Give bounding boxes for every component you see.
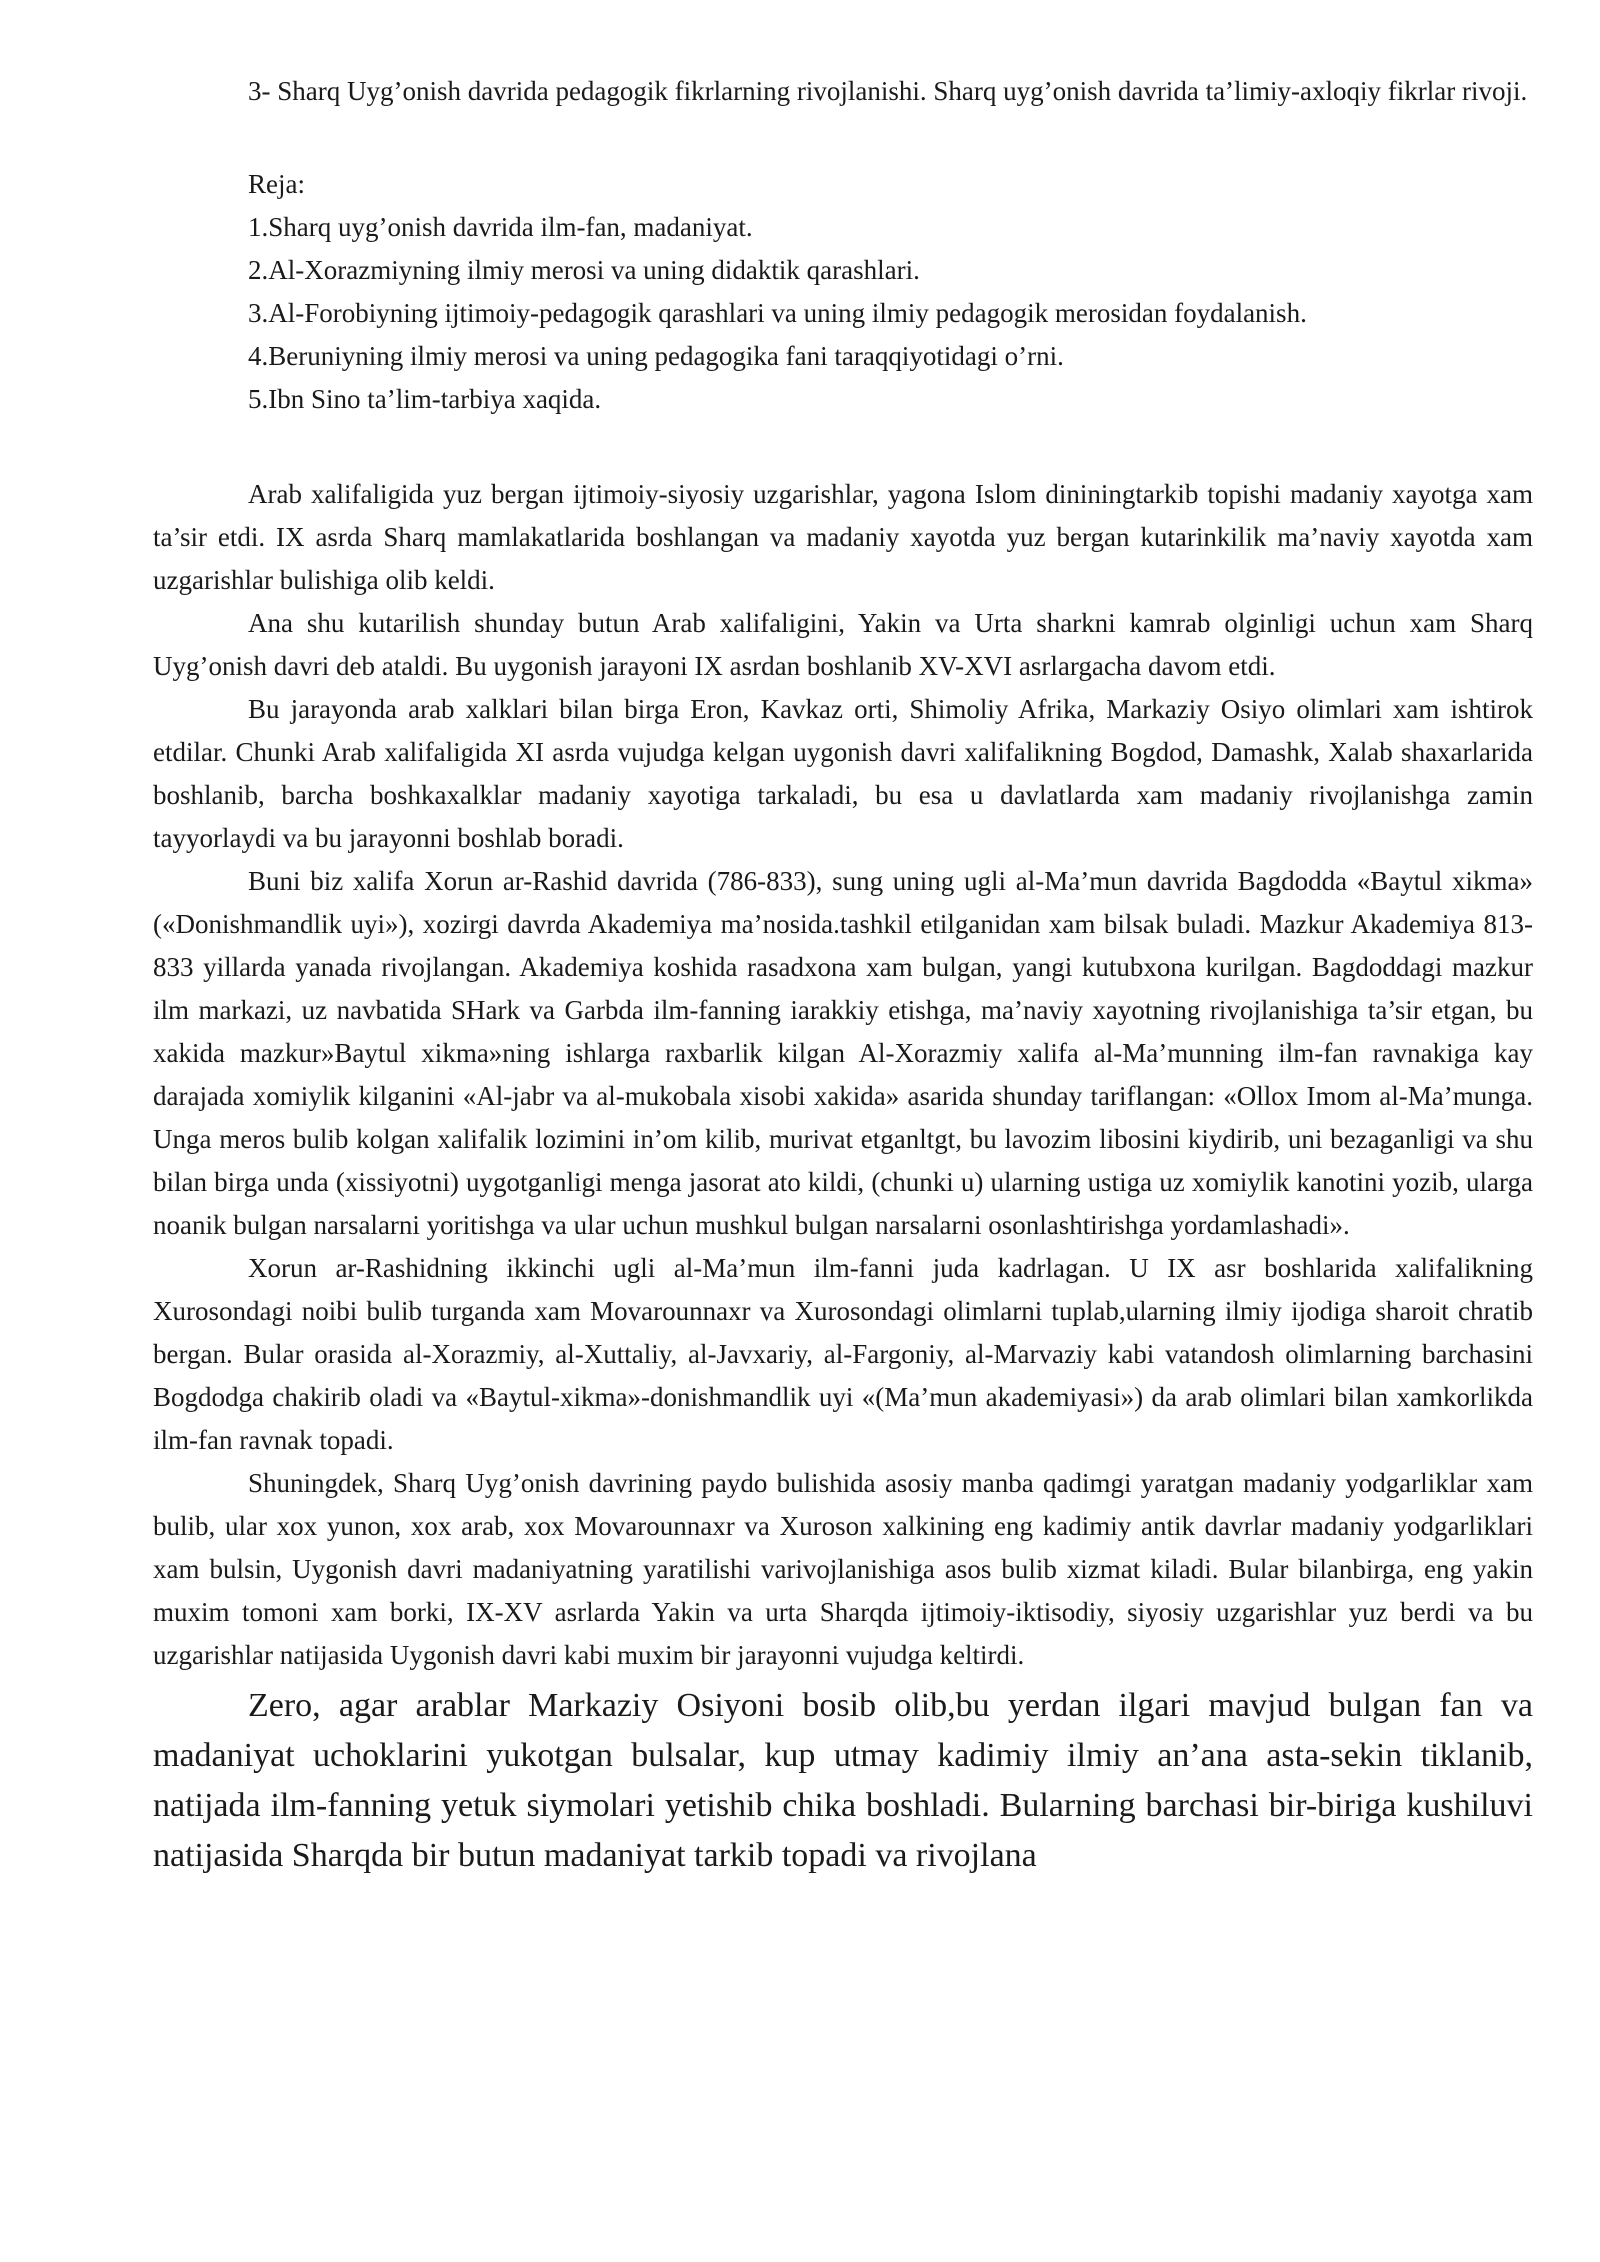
body-paragraph: Shuningdek, Sharq Uyg’onish davrining paydo bulishida asosiy manba qadimgi yaratgan madaniy yodgarliklar xam bulib, ular xox yunon, xox arab, xox Movarounnaxr va Xuroson xalkining eng kadimiy antik davrlar madaniy yodgarliklari xam bulsin, Uygonish davri madaniyatning yaratilishi varivojlanishiga asos bulib xizmat kiladi. Bular bilanbirga, eng yakin muxim tomoni xam borki, IX-XV asrlarda Yakin va urta Sharqda ijtimoiy-iktisodiy, siyosiy uzgarishlar yuz berdi va bu uzgarishlar natijasida Uygonish davri kabi muxim bir jarayonni vujudga keltirdi. [153, 1468, 1533, 1670]
plan-item: 1.Sharq uyg’onish davrida ilm-fan, madaniyat. [248, 212, 753, 242]
plan-item: 5.Ibn Sino ta’lim-tarbiya xaqida. [248, 384, 602, 414]
document-heading: 3- Sharq Uyg’onish davrida pedagogik fikrlarning rivojlanishi. Sharq uyg’onish davrida ta’limiy-axloqiy fikrlar rivoji. [248, 76, 1528, 106]
plan-section [248, 163, 1533, 421]
body-paragraph: Arab xalifaligida yuz bergan ijtimoiy-siyosiy uzgarishlar, yagona Islom dininingtarkib topishi madaniy xayotga xam ta’sir etdi. IX asrda Sharq mamlakatlarida boshlangan va madaniy xayotda yuz bergan kutarinkilik ma’naviy xayotda xam uzgarishlar bulishiga olib keldi. [153, 479, 1533, 595]
plan-item: 3.Al-Forobiyning ijtimoiy-pedagogik qarashlari va uning ilmiy pedagogik merosidan foydalanish. [248, 298, 1307, 328]
final-paragraph: Zero, agar arablar Markaziy Osiyoni bosib olib,bu yerdan ilgari mavjud bulgan fan va madaniyat uchoklarini yukotgan bulsalar, kup utmay kadimiy ilmiy an’ana asta-sekin tiklanib, natijada ilm-fanning yetuk siymolari yetishib chika boshladi. Bularning barchasi bir-biriga kushiluvi natijasida Sharqda bir butun madaniyat tarkib topadi va rivojlana [153, 1687, 1533, 1874]
body-text [153, 473, 1533, 1881]
document-page [153, 70, 1533, 1881]
plan-list [248, 206, 1533, 421]
body-paragraph: Bu jarayonda arab xalklari bilan birga Eron, Kavkaz orti, Shimoliy Afrika, Markaziy Osiyo olimlari xam ishtirok etdilar. Chunki Arab xalifaligida XI asrda vujudga kelgan uygonish davri xalifalikning Bogdod, Damashk, Xalab shaxarlarida boshlanib, barcha boshkaxalklar madaniy xayotiga tarkaladi, bu esa u davlatlarda xam madaniy rivojlanishga zamin tayyorlaydi va bu jarayonni boshlab boradi. [153, 694, 1533, 853]
plan-item: 2.Al-Xorazmiyning ilmiy merosi va uning didaktik qarashlari. [248, 255, 920, 285]
body-paragraph: Ana shu kutarilish shunday butun Arab xalifaligini, Yakin va Urta sharkni kamrab olginligi uchun xam Sharq Uyg’onish davri deb ataldi. Bu uygonish jarayoni IX asrdan boshlanib XV-XVI asrlargacha davom etdi. [153, 608, 1533, 681]
body-paragraph: Xorun ar-Rashidning ikkinchi ugli al-Ma’mun ilm-fanni juda kadrlagan. U IX asr boshlarida xalifalikning Xurosondagi noibi bulib turganda xam Movarounnaxr va Xurosondagi olimlarni tuplab,ularning ilmiy ijodiga sharoit chratib bergan. Bular orasida al-Xorazmiy, al-Xuttaliy, al-Javxariy, al-Fargoniy, al-Marvaziy kabi vatandosh olimlarning barchasini Bogdodga chakirib oladi va «Baytul-xikma»-donishmandlik uyi «(Ma’mun akademiyasi») da arab olimlari bilan xamkorlikda ilm-fan ravnak topadi. [153, 1253, 1533, 1455]
plan-item: 4.Beruniyning ilmiy merosi va uning pedagogika fani taraqqiyotidagi o’rni. [248, 341, 1064, 371]
body-paragraph: Buni biz xalifa Xorun ar-Rashid davrida (786-833), sung uning ugli al-Ma’mun davrida Bagdodda «Baytul xikma» («Donishmandlik uyi»), xozirgi davrda Akademiya ma’nosida.tashkil etilganidan xam bilsak buladi. Mazkur Akademiya 813-833 yillarda yanada rivojlangan. Akademiya koshida rasadxona xam bulgan, yangi kutubxona kurilgan. Bagdoddagi mazkur ilm markazi, uz navbatida SHark va Garbda ilm-fanning iarakkiy etishga, ma’naviy xayotning rivojlanishiga ta’sir etgan, bu xakida mazkur»Baytul xikma»ning ishlarga raxbarlik kilgan Al-Xorazmiy xalifa al-Ma’munning ilm-fan ravnakiga kay darajada xomiylik kilganini «Al-jabr va al-mukobala xisobi xakida» asarida shunday tariflangan: «Ollox Imom al-Ma’munga. Unga meros bulib kolgan xalifalik lozimini in’om kilib, murivat etganltgt, bu lavozim libosini kiydirib, uni bezaganligi va shu bilan birga unda (xissiyotni) uygotganligi menga jasorat ato kildi, (chunki u) ularning ustiga uz xomiylik kanotini yozib, ularga noanik bulgan narsalarni yoritishga va ular uchun mushkul bulgan narsalarni osonlashtirishga yordamlashadi». [153, 866, 1533, 1240]
plan-title: Reja: [248, 169, 305, 199]
